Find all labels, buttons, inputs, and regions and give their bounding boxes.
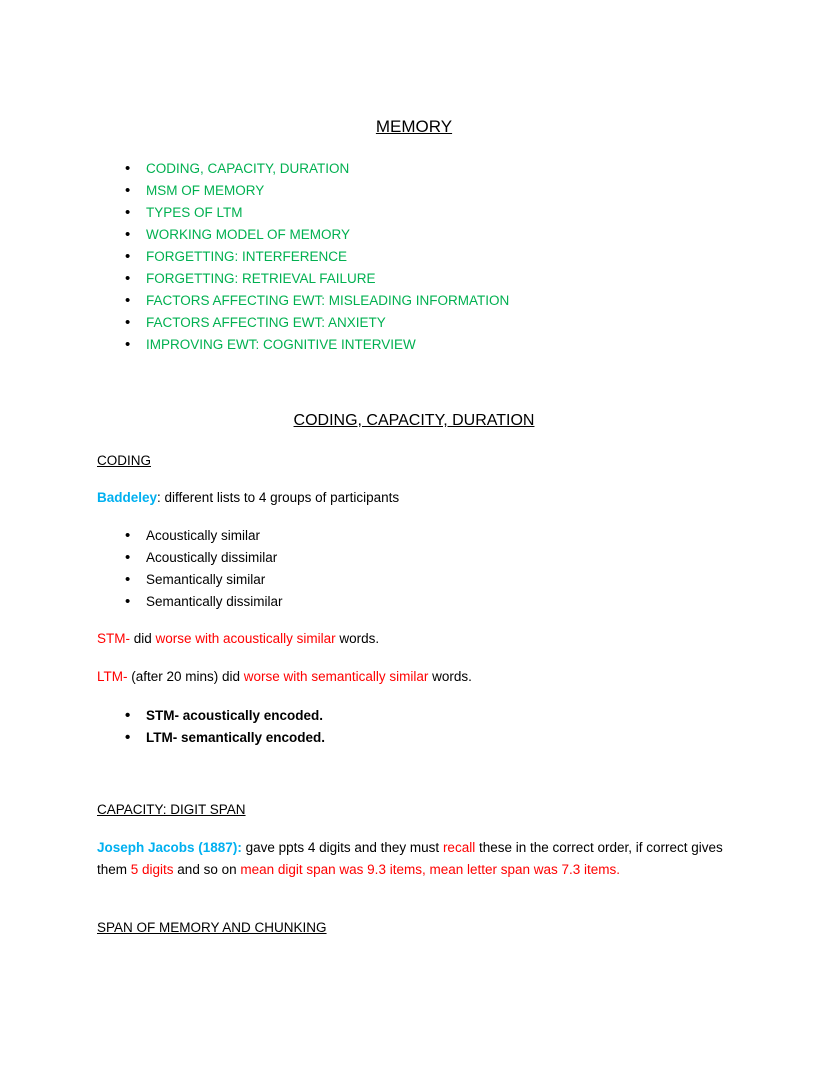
toc-item: • MSM OF MEMORY <box>125 180 509 202</box>
section-heading: CODING, CAPACITY, DURATION <box>293 412 535 429</box>
ltm-label: LTM- <box>97 669 128 684</box>
paragraph-text: : different lists to 4 groups of participants <box>157 490 400 505</box>
highlight: worse with semantically similar <box>243 669 429 684</box>
highlight: worse with acoustically similar <box>155 631 336 646</box>
text: words. <box>335 631 380 646</box>
text: and so on <box>173 862 241 877</box>
toc-item: • WORKING MODEL OF MEMORY <box>125 224 509 246</box>
coding-heading: CODING <box>97 453 151 468</box>
table-of-contents <box>125 158 509 356</box>
ltm-finding <box>97 666 472 688</box>
list-item: • STM- acoustically encoded. <box>125 705 325 727</box>
stm-label: STM- <box>97 631 130 646</box>
highlight: recall <box>442 840 476 855</box>
researcher-name: Baddeley <box>97 490 158 505</box>
toc-item: • FACTORS AFFECTING EWT: ANXIETY <box>125 312 509 334</box>
toc-item: • CODING, CAPACITY, DURATION <box>125 158 509 180</box>
stm-finding <box>97 628 379 650</box>
groups-list <box>125 525 283 613</box>
list-item: • Semantically dissimilar <box>125 591 283 613</box>
toc-item: • FORGETTING: RETRIEVAL FAILURE <box>125 268 509 290</box>
capacity-heading: CAPACITY: DIGIT SPAN <box>97 802 246 817</box>
text: (after 20 mins) did <box>127 669 244 684</box>
list-item: • LTM- semantically encoded. <box>125 727 325 749</box>
text: words. <box>428 669 472 684</box>
highlight: mean digit span was 9.3 items, mean letter span was 7.3 items. <box>240 862 621 877</box>
list-item: • Acoustically similar <box>125 525 283 547</box>
toc-item: • IMPROVING EWT: COGNITIVE INTERVIEW <box>125 334 509 356</box>
toc-item: • TYPES OF LTM <box>125 202 509 224</box>
text: gave ppts 4 digits and they must <box>241 840 443 855</box>
conclusions-list <box>125 705 325 749</box>
text: did <box>130 631 156 646</box>
span-heading: SPAN OF MEMORY AND CHUNKING <box>97 920 327 935</box>
researcher-name: Joseph Jacobs (1887): <box>97 840 242 855</box>
list-item: • Acoustically dissimilar <box>125 547 283 569</box>
baddeley-paragraph <box>97 487 399 509</box>
toc-item: • FORGETTING: INTERFERENCE <box>125 246 509 268</box>
document-title: MEMORY <box>375 117 453 136</box>
toc-item: • FACTORS AFFECTING EWT: MISLEADING INFORMATION <box>125 290 509 312</box>
text: these in the correct order, if correct gives them <box>97 840 723 877</box>
highlight: 5 digits <box>130 862 174 877</box>
list-item: • Semantically similar <box>125 569 283 591</box>
jacobs-paragraph <box>97 837 727 881</box>
